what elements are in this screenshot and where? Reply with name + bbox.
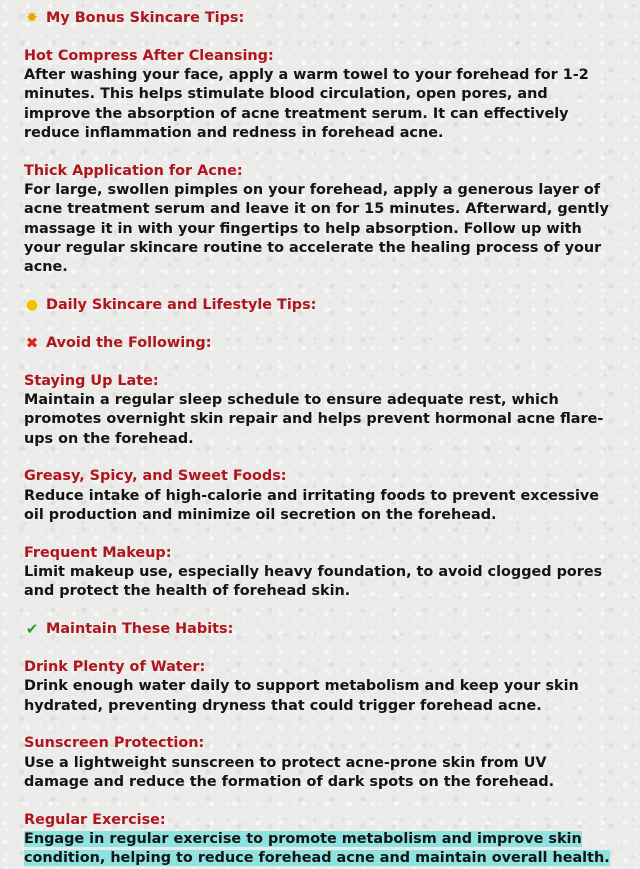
tip-heading: Staying Up Late: bbox=[24, 372, 159, 389]
title-heading bbox=[24, 9, 616, 28]
check-mark-icon: ✔ bbox=[25, 620, 39, 639]
maintain-heading bbox=[24, 620, 616, 639]
cross-mark-icon: ✖ bbox=[25, 334, 39, 352]
tip-heading: Frequent Makeup: bbox=[24, 544, 172, 561]
lightbulb-icon: ● bbox=[25, 297, 39, 314]
daily-tips-heading bbox=[24, 296, 616, 315]
habit-sunscreen bbox=[24, 734, 616, 792]
tip-heading: Hot Compress After Cleansing: bbox=[24, 47, 274, 64]
tip-text: Limit makeup use, especially heavy foundation, to avoid clogged pores and protect the health of forehead skin. bbox=[24, 564, 603, 600]
maintain-heading-text: Maintain These Habits: bbox=[46, 621, 234, 638]
tip-heading: Regular Exercise: bbox=[24, 811, 166, 828]
tip-text: Maintain a regular sleep schedule to ensure adequate rest, which promotes overnight skin repair and helps prevent hormonal acne flare-ups on the forehead. bbox=[24, 391, 604, 447]
tip-text: Use a lightweight sunscreen to protect acne-prone skin from UV damage and reduce the formation of dark spots on the forehead. bbox=[24, 754, 555, 790]
tip-hot-compress bbox=[24, 47, 616, 143]
tip-text: After washing your face, apply a warm towel to your forehead for 1-2 minutes. This helps stimulate blood circulation, open pores, and improve the absorption of acne treatment serum. It can effectively reduce inflammation and redness in forehead acne. bbox=[24, 67, 589, 141]
tip-text-highlighted bbox=[24, 830, 616, 869]
tip-text: For large, swollen pimples on your forehead, apply a generous layer of acne treatment serum and leave it on for 15 minutes. Afterward, gently massage it in with your fingertips to help absorption. Follow up with your regular skincare routine to accelerate the healing process of your acne. bbox=[24, 182, 609, 276]
avoid-greasy-foods bbox=[24, 467, 616, 525]
tip-thick-application bbox=[24, 162, 616, 278]
avoid-heading bbox=[24, 334, 616, 353]
avoid-frequent-makeup bbox=[24, 544, 616, 602]
tip-heading: Greasy, Spicy, and Sweet Foods: bbox=[24, 468, 287, 485]
title-text: My Bonus Skincare Tips: bbox=[46, 10, 245, 26]
tip-text: Drink enough water daily to support metabolism and keep your skin hydrated, preventing dryness that could trigger forehead acne. bbox=[24, 678, 579, 714]
highlighted-text: Engage in regular exercise to promote metabolism and improve skin condition, helping to reduce forehead acne and maintain overall health. bbox=[24, 831, 610, 867]
habit-regular-exercise bbox=[24, 811, 616, 869]
tip-heading: Sunscreen Protection: bbox=[24, 735, 205, 752]
habit-drink-water bbox=[24, 658, 616, 716]
tip-text: Reduce intake of high-calorie and irritating foods to prevent excessive oil production and minimize oil secretion on the forehead. bbox=[24, 487, 600, 523]
avoid-heading-text: Avoid the Following: bbox=[46, 334, 212, 351]
sparkle-star-icon: ✸ bbox=[26, 10, 38, 27]
daily-tips-heading-text: Daily Skincare and Lifestyle Tips: bbox=[46, 297, 317, 314]
avoid-staying-up-late bbox=[24, 372, 616, 449]
tip-heading: Thick Application for Acne: bbox=[24, 162, 243, 179]
tip-heading: Drink Plenty of Water: bbox=[24, 658, 206, 675]
